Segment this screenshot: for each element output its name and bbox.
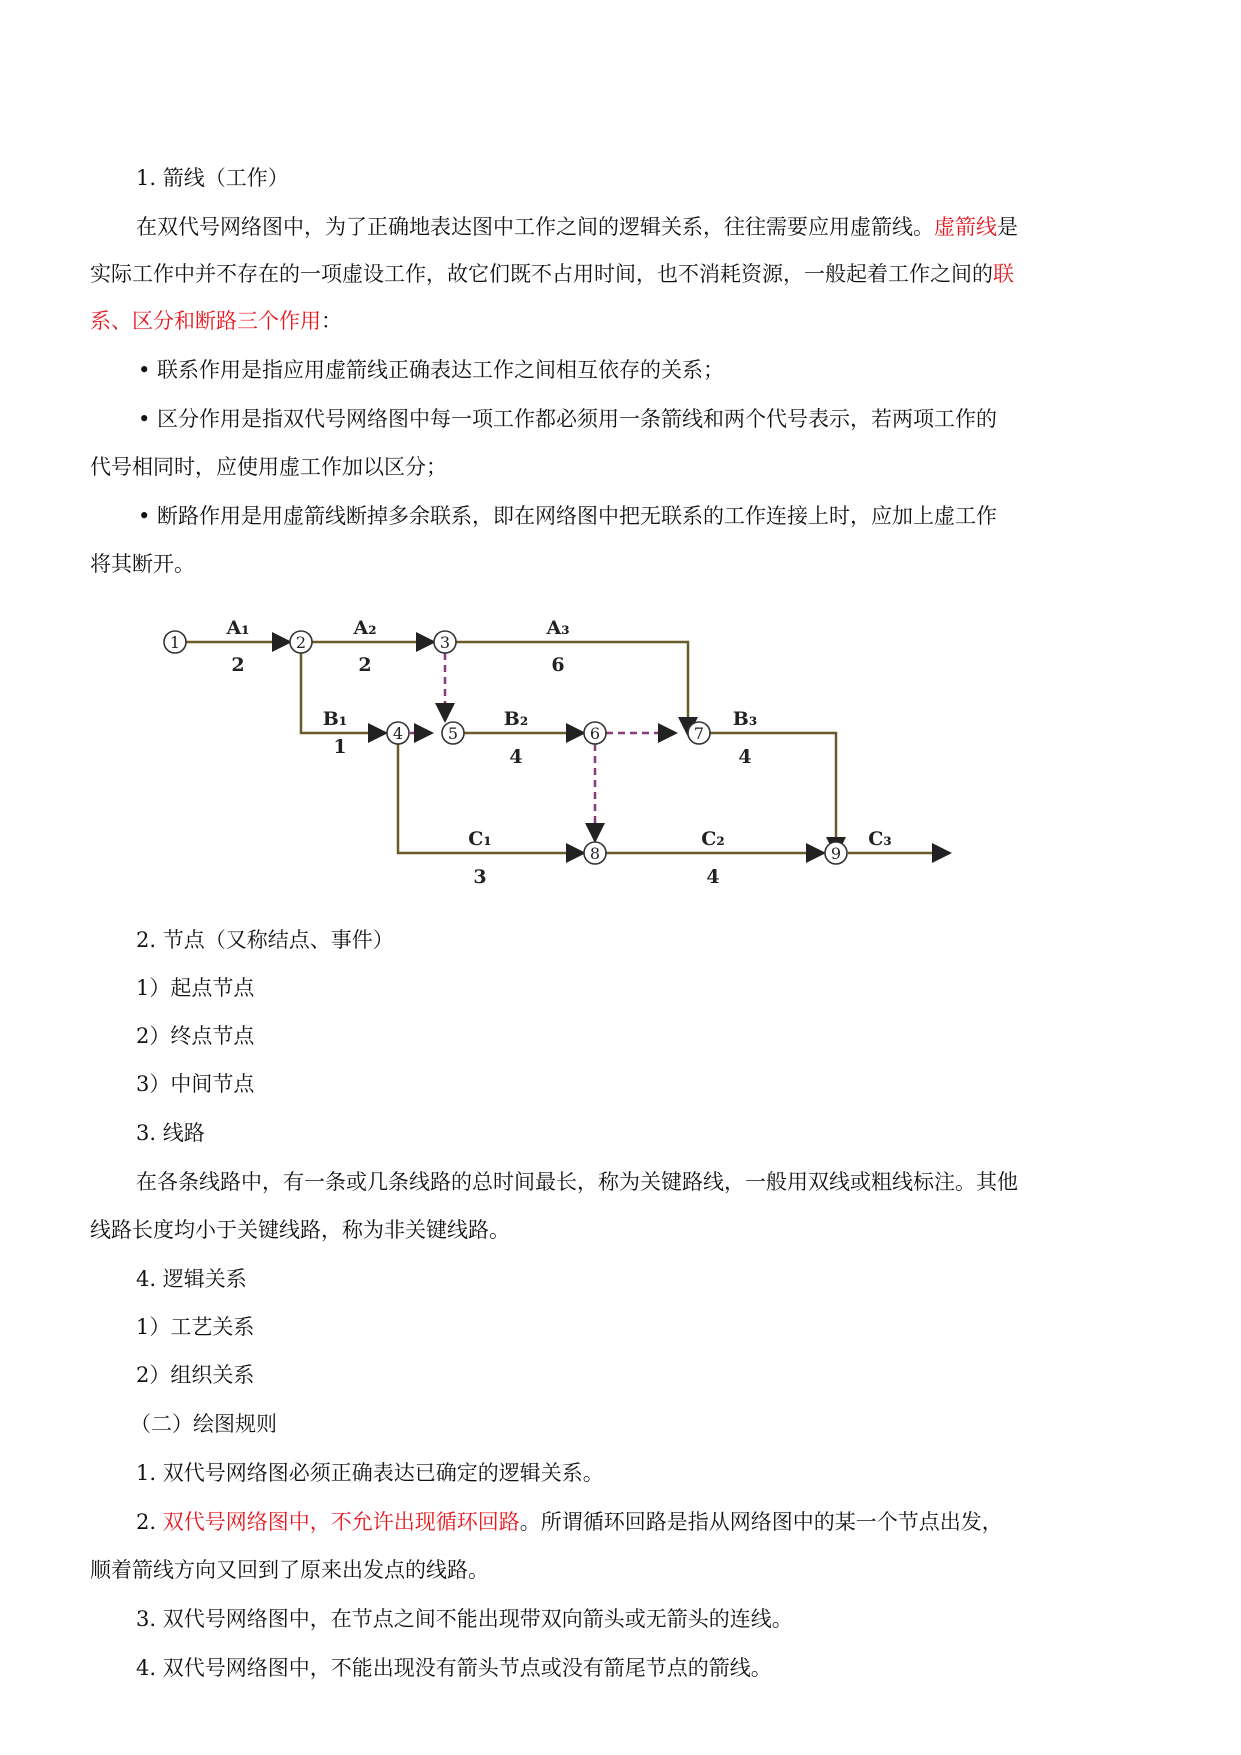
bullet-break-function-line1: • 断路作用是用虚箭线断掉多余联系，即在网络图中把无联系的工作连接上时，应加上虚工作 (138, 504, 998, 528)
activity-name-a1: A₁ (226, 617, 250, 639)
paragraph-dummy-arrow-line1: 在双代号网络图中，为了正确地表达图中工作之间的逻辑关系，往往需要应用虚箭线。虚箭线是 (136, 215, 1018, 239)
activity-name-a3: A₃ (546, 617, 570, 639)
list-item-organization-relation: 2）组织关系 (136, 1363, 255, 1387)
node-label-2: 2 (295, 633, 307, 652)
node-label-5: 5 (447, 724, 459, 743)
duration-b3: 4 (738, 746, 752, 768)
rule-3: 3. 双代号网络图中，在节点之间不能出现带双向箭头或无箭头的连线。 (136, 1607, 793, 1631)
paragraph-critical-path-line2: 线路长度均小于关键线路，称为非关键线路。 (90, 1218, 510, 1242)
activity-name-b3: B₃ (732, 708, 758, 730)
solid-arrows (186, 642, 950, 855)
list-item-start-node: 1）起点节点 (136, 976, 255, 1000)
node-label-7: 7 (693, 724, 705, 743)
section-heading-path: 3. 线路 (136, 1121, 205, 1145)
node-label-6: 6 (589, 724, 601, 743)
activity-name-b1: B₁ (322, 708, 348, 730)
highlight-no-cycle: 双代号网络图中，不允许出现循环回路 (162, 1510, 520, 1534)
duration-c2: 4 (706, 866, 720, 888)
section-heading-arrow-line: 1. 箭线（工作） (136, 166, 289, 190)
arrow-b3 (710, 733, 836, 855)
rule-2-line1: 2. 双代号网络图中，不允许出现循环回路。所谓循环回路是指从网络图中的某一个节点出发， (136, 1510, 1003, 1534)
activity-name-c2: C₂ (701, 828, 725, 850)
bullet-break-function-line2: 将其断开。 (90, 552, 195, 576)
activity-name-c3: C₃ (868, 828, 892, 850)
list-item-process-relation: 1）工艺关系 (136, 1315, 255, 1339)
network-diagram (160, 615, 960, 915)
node-label-9: 9 (830, 844, 842, 863)
node-label-1: 1 (169, 633, 181, 652)
rule-2-line2: 顺着箭线方向又回到了原来出发点的线路。 (90, 1558, 489, 1582)
node-label-4: 4 (392, 724, 404, 743)
duration-a3: 6 (551, 654, 565, 676)
duration-a2: 2 (358, 654, 372, 676)
paragraph-dummy-arrow-line2: 实际工作中并不存在的一项虚设工作，故它们既不占用时间，也不消耗资源，一般起着工作之间的联 (90, 262, 1014, 286)
activity-name-b2: B₂ (503, 708, 529, 730)
paragraph-critical-path-line1: 在各条线路中，有一条或几条线路的总时间最长，称为关键路线，一般用双线或粗线标注。其他 (136, 1170, 1018, 1194)
section-heading-node: 2. 节点（又称结点、事件） (136, 928, 394, 952)
duration-c1: 3 (473, 866, 487, 888)
bullet-connect-function: • 联系作用是指应用虚箭线正确表达工作之间相互依存的关系； (138, 358, 725, 382)
activity-name-a2: A₂ (353, 617, 377, 639)
activity-name-c1: C₁ (468, 828, 492, 850)
node-label-8: 8 (589, 844, 601, 863)
bullet-distinguish-function-line1: • 区分作用是指双代号网络图中每一项工作都必须用一条箭线和两个代号表示，若两项工作的 (138, 407, 998, 431)
section-heading-drawing-rules: （二）绘图规则 (130, 1412, 277, 1436)
duration-a1: 2 (231, 654, 245, 676)
node-label-3: 3 (439, 633, 451, 652)
highlight-dummy-arrow: 虚箭线 (934, 215, 997, 239)
rule-1: 1. 双代号网络图必须正确表达已确定的逻辑关系。 (136, 1461, 604, 1485)
highlight-connect: 联 (993, 262, 1014, 286)
highlight-three-functions: 系、区分和断路三个作用 (90, 309, 321, 333)
list-item-end-node: 2）终点节点 (136, 1024, 255, 1048)
duration-b1: 1 (333, 736, 347, 758)
list-item-middle-node: 3）中间节点 (136, 1072, 255, 1096)
rule-4: 4. 双代号网络图中，不能出现没有箭头节点或没有箭尾节点的箭线。 (136, 1656, 772, 1680)
duration-b2: 4 (509, 746, 523, 768)
arrow-a3 (456, 642, 688, 735)
section-heading-logic: 4. 逻辑关系 (136, 1267, 247, 1291)
paragraph-dummy-arrow-line3: 系、区分和断路三个作用： (90, 309, 342, 333)
dummy-arrows (410, 653, 676, 841)
bullet-distinguish-function-line2: 代号相同时，应使用虚工作加以区分； (90, 455, 447, 479)
